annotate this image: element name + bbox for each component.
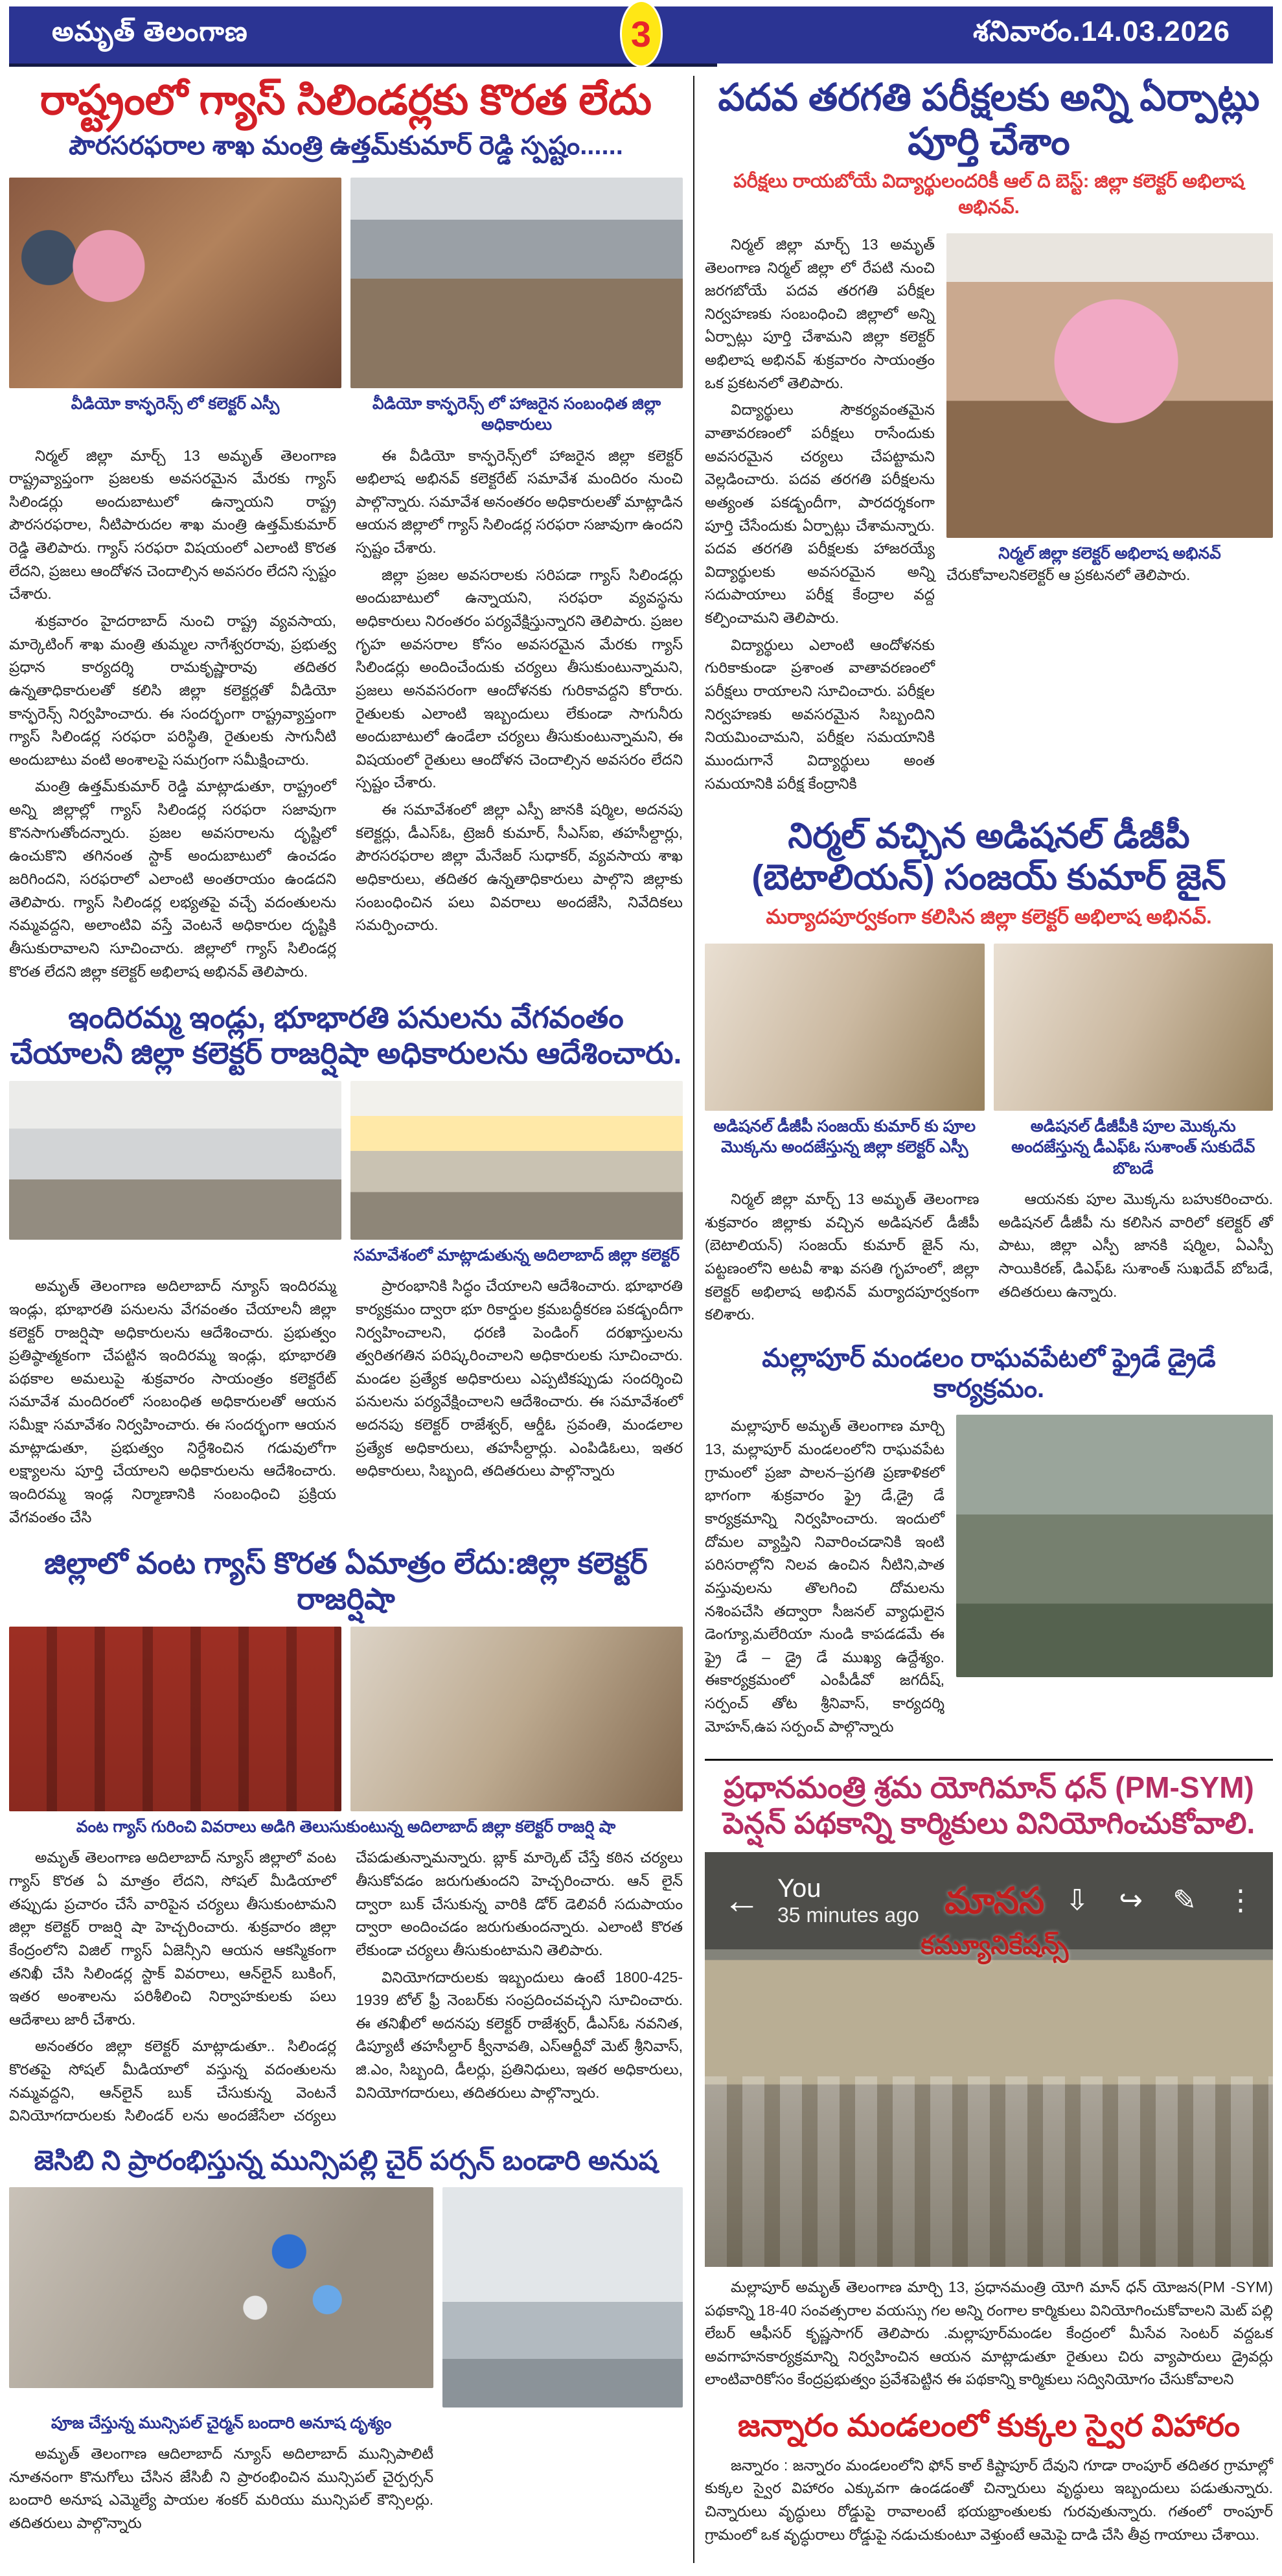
body-paragraph: వినియోగదారులకు ఇబ్బందులు ఉంటే 1800-425-1939 టోల్ ఫ్రీ నెంబర్‌కు సంప్రదించవచ్చని సూచించారు. ఈ తనిఖీలో అదనపు కలెక్టర్ రాజేశ్వర్, డీఎస్ఓ నవనిత, డిప్యూటీ తహసీల్దార్ క్వీనావతి, ఎస్ఆర్టీవో మెట్ శ్రీనివాస్, జి.ఎం, సిబ్బంది, డీలర్లు, ప్రతినిధులు, ఇతర అధికారులు, వినియోగదారులు, తదితరులు పాల్గొన్నారు. bbox=[356, 1968, 683, 2101]
photo-dfo-presenting-plant bbox=[994, 944, 1274, 1111]
caption-spacer bbox=[9, 1245, 341, 1266]
body-paragraph: నిర్మల్ జిల్లా మార్చ్ 13 అమృత్ తెలంగాణ శుక్రవారం జిల్లాకు వచ్చిన అడిషనల్ డీజీపీ (బెటాలియన్) సంజయ్ కుమార్ జైన్ ను, పట్టణంలోని అటవీ శాఖ వసతి గృహంలో, జిల్లా కలెక్టర్ అభిలాష అభినవ్ మర్యాదపూర్వకంగా కలిశారు. bbox=[705, 1190, 979, 1323]
group-of-people bbox=[705, 2076, 1273, 2267]
article-headline: మల్లాపూర్ మండలం రాఘవపేటలో ఫ్రైడే డ్రైడే కార్యక్రమం. bbox=[762, 1344, 1216, 1404]
body-paragraph: జన్నారం : జన్నారం మండలంలోని ఫోన్ కాల్ కిష్టాపూర్ దేవుని గూడా రాంపూర్ తదితర గ్రామాల్లో కుక్కల స్వైర విహారం ఎక్కువగా ఉండడంతో చిన్నారులు వృద్ధులు ఇబ్బందులు పడుతున్నారు. చిన్నారులు వృద్ధులు రోడ్డుపై రావాలంటే భయభ్రాంతులకు గురవుతున్నారు. గతంలో రాంపూర్ గ్రామంలో ఒక వృద్ధురాలు రోడ్డుపై నడుచుకుంటూ వెళ్తుంటే ఆమెపై దాడి చేసి తీవ్ర గాయాలు చేశాయి. bbox=[705, 2456, 1273, 2543]
photo-row bbox=[9, 178, 683, 388]
body-paragraph: మల్లాపూర్ అమృత్ తెలంగాణ మార్చి 13, ప్రధానమంత్రి యోగి మాన్ ధన్ యోజన(PM -SYM) పథకాన్ని 18-40 సంవత్సరాల వయస్సు గల అన్ని రంగాల కార్మికులు వినియోగించుకోవాలని మెట్ పల్లి లేబర్ ఆఫీసర్ కృష్ణసాగర్ తెలిపారు .మల్లాపూర్‌మండల కేంద్రంలో మీసేవ సెంటర్ వద్దఒక అవగాహనకార్యక్రమాన్ని నిర్వహించిన ఆయన మాట్లాడుతూ రైతులు చిరు వ్యాపారులు డ్రైవర్లు లాంటివారికోసం కేంద్రప్రభుత్వం ప్రవేశపెట్టిన ఈ పథకాన్ని కార్మికులు సద్వినియోగం చేసుకోవాలని bbox=[705, 2278, 1273, 2388]
body-paragraph: మల్లాపూర్ అమృత్ తెలంగాణ మార్చి 13, మల్లాపూర్ మండలంలోని రాఘవపేట గ్రామంలో ప్రజా పాలన–ప్రగతి ప్రణాళికలో భాగంగా శుక్రవారం ఫ్రై డే,డ్రై డే కార్యక్రమాన్ని నిర్వహించారు. ఇందులో దోమల వ్యాప్తిని నివారించడానికి ఇంటి పరిసరాల్లోని నిలవ ఉంచిన నీటిని,పాత వస్తువులను తొలగించి దోమలను నశింపచేసి తద్వారా సీజనల్ వ్యాధులైన డెంగ్యూ,మలేరియా నుండి కాపడడమే ఈ ఫ్రై డే – డ్రై డే ముఖ్య ఉద్దేశ్యం. ఈకార్యక్రమంలో ఎంపీడీవో జగదీష్, సర్పంచ్ తోట శ్రీనివాస్, కార్యదర్శి మోహన్,ఉప సర్పంచ్ పాల్గొన్నారు bbox=[705, 1417, 944, 1735]
download-icon: ⇩ bbox=[1065, 1885, 1090, 1917]
photo-awareness-program-viewer bbox=[705, 1852, 1273, 2267]
article-headline: రాష్ట్రంలో గ్యాస్ సిలిండర్లకు కొరత లేదు bbox=[40, 76, 652, 123]
article-headline: ఇందిరమ్మ ఇండ్లు, భూభారతి పనులను వేగవంతం చేయాలనీ జిల్లా కలెక్టర్ రాజర్షిషా అధికారులను ఆదేశించారు. bbox=[10, 1001, 682, 1070]
photo-collector-gas-agency-inspection bbox=[350, 1627, 683, 1811]
masthead-bar bbox=[9, 6, 1273, 64]
photo-collector-presenting-plant bbox=[705, 944, 985, 1111]
page-number-badge bbox=[620, 0, 663, 67]
article-body bbox=[705, 2454, 1273, 2547]
photo-review-meeting-hall bbox=[9, 1081, 341, 1240]
article-body bbox=[705, 1188, 1273, 1327]
photo-caption: వంట గ్యాస్ గురించి వివరాలు అడిగి తెలుసుకుంటున్న అదిలాబాద్ జిల్లా కలెక్టర్ రాజర్షి షా bbox=[76, 1817, 616, 1836]
article-stray-dogs bbox=[705, 2408, 1273, 2546]
body-paragraph: అమృత్ తెలంగాణ అదిలాబాద్ న్యూస్ ఇందిరమ్మ ఇండ్లు, భూభారతి పనులను వేగవంతం చేయాలనీ జిల్లా కలెక్టర్ రాజర్షిషా అధికారులను ఆదేశించారు. ప్రభుత్వం ప్రతిష్ఠాత్మకంగా చేపట్టిన ఇందిరమ్మ ఇండ్లు, భూభారతి పథకాల అమలుపై శుక్రవారం సాయంత్రం కలెక్టరేట్ సమావేశ మందిరంలో సంబంధిత అధికారులతో ఆయన సమీక్షా సమావేశం నిర్వహించారు. ఈ సందర్భంగా ఆయన మాట్లాడుతూ, ప్రభుత్వం నిర్దేశించిన గడువులోగా లక్ష్యాలను పూర్తి చేయాలని అధికారులను ఆదేశించారు. ఇందిరమ్మ ఇండ్ల నిర్మాణానికి సంబంధించి ప్రక్రియ వేగవంతం చేసి bbox=[9, 1277, 336, 1526]
article-layout bbox=[705, 233, 1273, 799]
body-paragraph: శుక్రవారం హైదరాబాద్ నుంచి రాష్ట్ర వ్యవసాయ, మార్కెటింగ్ శాఖ మంత్రి తుమ్మల నాగేశ్వరరావు, ప్రభుత్వ ప్రధాన కార్యదర్శి రామకృష్ణారావు తదితర ఉన్నతాధికారులతో కలిసి జిల్లా కలెక్టర్లతో వీడియో కాన్ఫరెన్స్ నిర్వహించారు. ఈ సందర్భంగా రాష్ట్రవ్యాప్తంగా గ్యాస్ సిలిండర్ల సరఫరా పరిస్థితి, రైతులకు సాగునీటి అందుబాటు వంటి అంశాలపై సమగ్రంగా సమీక్షించారు. bbox=[9, 612, 336, 768]
left-column bbox=[9, 76, 693, 2563]
photo-video-conference-officials bbox=[350, 178, 683, 388]
article-jcb-launch bbox=[9, 2144, 683, 2535]
body-paragraph: నిర్మల్ జిల్లా మార్చ్ 13 అమృత్ తెలంగాణ నిర్మల్ జిల్లా లో రేపటి నుంచి జరగబోయే పదవ తరగతి పరీక్షల నిర్వహణకు సంబంధించి జిల్లాలో అన్ని ఏర్పాట్లు పూర్తి చేశామని జిల్లా కలెక్టర్ అభిలాష అభినవ్ శుక్రవారం సాయంత్రం ఒక ప్రకటనలో తెలిపారు. bbox=[705, 235, 935, 391]
photo-caption: వీడియో కాన్ఫరెన్స్ లో హాజరైన సంబంధిత జిల్లా అధికారులు bbox=[372, 394, 661, 434]
article-layout bbox=[705, 1415, 1273, 1742]
body-paragraph: ఆయనకు పూల మొక్కను బహుకరించారు. అడిషనల్ డీజీపీ ను కలిసిన వారిలో కలెక్టర్ తో పాటు, జిల్లా ఎస్పీ జానకి షర్మిల, ఏఎస్పీ సాయికిరణ్, డిఎఫ్ఓ సుశాంత్ సుఖదేవ్ బోబడే, తదితరులు ఉన్నారు. bbox=[998, 1190, 1273, 1300]
article-gas-state bbox=[9, 76, 683, 983]
photo-row bbox=[9, 2187, 683, 2408]
body-tail-line: చేరుకోవాలనికలెక్టర్ ఆ ప్రకటనలో తెలిపారు. bbox=[946, 566, 1191, 584]
page-number: 3 bbox=[630, 13, 652, 54]
caption-row bbox=[9, 1245, 683, 1266]
body-paragraph: ఈ సమావేశంలో జిల్లా ఎస్పీ జానకి షర్మిల, అదనపు కలెక్టర్లు, డీఎస్ఓ, ట్రెజరీ కుమార్, సీఎస్ఐ, తహసీల్దార్లు, పౌరసరఫరాల జిల్లా మేనేజర్ సుధాకర్, వ్యవసాయ శాఖ అధికారులు, తదితర ఉన్నతాధికారులు పాల్గొని జిల్లాకు సంబంధించిన పలు వివరాలు అందజేసి, నివేదికలు సమర్పించారు. bbox=[356, 801, 683, 934]
page-content bbox=[9, 67, 1273, 2563]
article-headline: నిర్మల్ వచ్చిన అడిషనల్ డీజీపీ (బెటాలియన్) సంజయ్ కుమార్ జైన్ bbox=[751, 817, 1226, 897]
article-headline: జెసిబి ని ప్రారంభిస్తున్న మున్సిపల్లి చైర్ పర్సన్ బండారి అనుష bbox=[34, 2145, 658, 2176]
body-paragraph: జిల్లా ప్రజల అవసరాలకు సరిపడా గ్యాస్ సిలిండర్లు అందుబాటులో ఉన్నాయని, సరఫరా వ్యవస్థను అధికారులు నిరంతరం పర్యవేక్షిస్తున్నారని తెలిపారు. ప్రజల గృహ అవసరాల కోసం అవసరమైన మేరకు గ్యాస్ సిలిండర్లు అందించేందుకు చర్యలు తీసుకుంటున్నామని, ప్రజలు అనవసరంగా ఆందోళనకు గురికావద్దని కోరారు. రైతులకు ఎలాంటి ఇబ్బందులు లేకుండా సాగునీరు అందుబాటులో ఉండేలా చర్యలు తీసుకుంటున్నామని, ఈ విషయంలో రైతులు ఆందోళన చెందాల్సిన అవసరం లేదని స్పష్టం చేశారు. bbox=[356, 566, 683, 791]
article-headline: జన్నారం మండలంలో కుక్కల స్వైర విహారం bbox=[737, 2409, 1241, 2444]
photo-gas-cylinders-yard bbox=[9, 1627, 341, 1811]
article-body bbox=[9, 1846, 683, 2128]
article-body bbox=[9, 1275, 683, 1529]
article-subhead: మర్యాదపూర్వకంగా కలిసిన జిల్లా కలెక్టర్ అభిలాష అభినవ్. bbox=[766, 905, 1212, 928]
photo-caption: అడిషనల్ డీజీపీ సంజయ్ కుమార్ కు పూల మొక్కను అందజేస్తున్న జిల్లా కలెక్టర్ ఎస్పీ bbox=[713, 1117, 976, 1157]
caption-spacer bbox=[442, 2413, 683, 2434]
body-paragraph: అనంతరం జిల్లా కలెక్టర్ మాట్లాడుతూ.. సిలిండర్ల కొరతపై సోషల్ మీడియాలో వస్తున్న వదంతులను నమ్మవద్దని, ఆన్‌లైన్ బుక్ చేసుకున్న వెంటనే వినియోగదారులకు సిలిండర్ లను అందజేసేలా చర్యలు చేపడుతున్నామన్నారు. బ్లాక్ మార్కెట్ చేస్తే కఠిన చర్యలు తీసుకోవడం జరుగుతుందని హెచ్చరించారు. ఆన్ లైన్ ద్వారా బుక్ చేసుకున్న వారికి డోర్ డెలివరీ సదుపాయం ద్వారా అందించడం జరుగుతుందన్నారు. ఎలాంటి కొరత లేకుండా చర్యలు తీసుకుంటామని తెలిపారు. bbox=[9, 1849, 683, 2124]
body-paragraph: ఈ వీడియో కాన్ఫరెన్స్‌లో హాజరైన జిల్లా కలెక్టర్ అభిలాష అభినవ్ కలెక్టరేట్ సమావేశ మందిరం నుంచి పాల్గొన్నారు. సమావేశ అనంతరం అధికారులతో మాట్లాడిన ఆయన జిల్లాలో గ్యాస్ సిలిండర్ల సరఫరా సజావుగా ఉందని స్పష్టం చేశారు. bbox=[356, 447, 683, 557]
body-paragraph: నిర్మల్ జిల్లా మార్చ్ 13 అమృత్ తెలంగాణ రాష్ట్రవ్యాప్తంగా ప్రజలకు అవసరమైన మేరకు గ్యాస్ సిలిండర్లు అందుబాటులో ఉన్నాయని రాష్ట్ర పౌరసరఫరాల, నీటిపారుదల శాఖ మంత్రి ఉత్తమ్‌కుమార్ రెడ్డి తెలిపారు. గ్యాస్ సరఫరా విషయంలో ఎలాంటి కొరత లేదని, ప్రజలు ఆందోళన చెందాల్సిన అవసరం లేదని స్పష్టం చేశారు. bbox=[9, 447, 336, 603]
article-headline: ప్రధానమంత్రి శ్రమ యోగిమాన్ ధన్ (PM-SYM) పెన్షన్ పథకాన్ని కార్మికులు వినియోగించుకోవాలి. bbox=[722, 1770, 1255, 1840]
article-body bbox=[705, 1415, 944, 1742]
masthead-title: అమృత్ తెలంగాణ bbox=[52, 16, 248, 47]
signboard-line: కమ్యూనికేషన్స్ bbox=[921, 1931, 1069, 1960]
article-headline: జిల్లాలో వంట గ్యాస్ కొరత ఏమాత్రం లేదు:జిల్లా కలెక్టర్ రాజర్షిషా bbox=[44, 1546, 648, 1616]
photo-dryday-banner-outdoors bbox=[956, 1415, 1273, 1677]
shop-signboard bbox=[892, 1879, 1097, 1967]
photo-row bbox=[9, 1081, 683, 1240]
photo-caption: పూజ చేస్తున్న మున్సిపల్ చైర్మన్ బందారి అనూష దృశ్యం bbox=[51, 2413, 392, 2432]
article-body bbox=[705, 2276, 1273, 2391]
photo-caption: వీడియో కాన్ఫరెన్స్ లో కలెక్టర్ ఎస్పీ bbox=[71, 394, 280, 413]
photo-caption: అడిషనల్ డీజీపీకి పూల మొక్కను అందజేస్తున్న డీఎఫ్ఓ సుశాంత్ సుకుదేవ్ బొబడే bbox=[1011, 1117, 1255, 1178]
photo-caption: సమావేశంలో మాట్లాడుతున్న అదిలాబాద్ జిల్లా కలెక్టర్ bbox=[353, 1246, 680, 1264]
body-paragraph: విద్యార్థులు ఎలాంటి ఆందోళనకు గురికాకుండా ప్రశాంత వాతావరణంలో పరీక్షలు రాయాలని సూచించారు. పరీక్షల నిర్వహణకు అవసరమైన సిబ్బందిని నియమించామని, పరీక్షల సమయానికి ముందుగానే విద్యార్థులు అంత సమయానికి పరీక్ష కేంద్రానికి bbox=[705, 636, 935, 792]
caption-row bbox=[9, 2413, 683, 2434]
more-vert-icon: ⋮ bbox=[1226, 1885, 1255, 1917]
photo-row bbox=[9, 1627, 683, 1811]
article-subhead: పరీక్షలు రాయబోయే విద్యార్థులందరికీ ఆల్ ది బెస్ట్: జిల్లా కలెక్టర్ అభిలాష అభినవ్. bbox=[733, 170, 1244, 218]
edit-icon: ✎ bbox=[1173, 1885, 1196, 1917]
body-paragraph: మంత్రి ఉత్తమ్‌కుమార్ రెడ్డి మాట్లాడుతూ, రాష్ట్రంలో అన్ని జిల్లాల్లో గ్యాస్ సిలిండర్ల సరఫరా సజావుగా కొనసాగుతోందన్నారు. ప్రజల అవసరాలను దృష్టిలో ఉంచుకొని తగినంత స్టాక్ అందుబాటులో ఉంచడం జరిగిందని, సరఫరాలో ఎలాంటి అంతరాయం ఉండదని తెలిపారు. గ్యాస్ సిలిండర్ల లభ్యతపై వచ్చే వదంతులను నమ్మవద్దని, అలాంటివి వస్తే వెంటనే అధికారుల దృష్టికి తీసుకురావాలని సూచించారు. జిల్లాలో గ్యాస్ సిలిండర్ల కొరత లేదని జిల్లా కలెక్టర్ అభిలాష అభినవ్ తెలిపారు. bbox=[9, 778, 336, 980]
right-column bbox=[693, 76, 1273, 2563]
edition-date: శనివారం.14.03.2026 bbox=[972, 15, 1230, 47]
caption-row bbox=[9, 1816, 683, 1838]
article-pm-sym bbox=[705, 1759, 1273, 2391]
article-body bbox=[9, 2443, 433, 2535]
article-cooking-gas bbox=[9, 1546, 683, 2128]
photo-collector-portrait-desk bbox=[946, 233, 1273, 538]
photo-pooja-ceremony-balloons bbox=[9, 2187, 433, 2388]
caption-row bbox=[9, 393, 683, 435]
sender-name: You bbox=[777, 1874, 821, 1903]
forward-icon: ↪ bbox=[1119, 1885, 1143, 1917]
body-paragraph: అమృత్ తెలంగాణ ఆదిలాబాద్ న్యూస్ అదిలాబాద్ మున్సిపాలిటీ నూతనంగా కొనుగోలు చేసిన జేసిబీ ని ప్రారంభించిన మున్సిపల్ చైర్పర్సన్ బందారి అనూష ఎమ్మెల్యే పాయల శంకర్ మరియు మున్సిపల్ కౌన్సిలర్లు. తదితరులు పాల్గొన్నారు bbox=[9, 2445, 434, 2532]
article-indiramma-review bbox=[9, 1000, 683, 1529]
article-adgp-visit bbox=[705, 816, 1273, 1327]
photo-caption: నిర్మల్ జిల్లా కలెక్టర్ అభిలాష అభినవ్ bbox=[998, 544, 1221, 563]
photo-stack bbox=[956, 1415, 1273, 1742]
photo-row bbox=[705, 944, 1273, 1111]
article-headline: పదవ తరగతి పరీక్షలకు అన్ని ఏర్పాట్లు పూర్తి చేశాం bbox=[718, 76, 1260, 163]
body-paragraph: విద్యార్థులు సౌకర్యవంతమైన వాతావరణంలో పరీక్షలు రాసేందుకు అవసరమైన చర్యలు చేపట్టామని వెల్లడించారు. పదవ తరగతి పరీక్షలను అత్యంత పకడ్బందీగా, పారదర్శకంగా పూర్తి చేసేందుకు ఏర్పాట్లు చేశామన్నారు. పదవ తరగతి పరీక్షలకు హాజరయ్యే విద్యార్థులకు అవసరమైన అన్ని సదుపాయాలు పరీక్ష కేంద్రాల వద్ద కల్పించామని తెలిపారు. bbox=[705, 401, 935, 627]
caption-row bbox=[705, 1116, 1273, 1179]
article-tenth-exams bbox=[705, 76, 1273, 799]
back-arrow-icon: ← bbox=[723, 1879, 761, 1922]
signboard-line: మానస bbox=[944, 1879, 1045, 1921]
article-body bbox=[9, 445, 683, 984]
body-paragraph: ప్రారంభానికి సిద్ధం చేయాలని ఆదేశించారు. భూభారతి కార్యక్రమం ద్వారా భూ రికార్డుల క్రమబద్ధీకరణ పకడ్బందీగా నిర్వహించాలని, ధరణి పెండింగ్ దరఖాస్తులను త్వరితగతిన పరిష్కరించాలని అధికారులకు సూచించారు. మండల ప్రత్యేక అధికారులు ఎప్పటికప్పుడు సందర్శించి పనులను పర్యవేక్షించాలని ఆదేశించారు. ఈ సమావేశంలో అదనపు కలెక్టర్ రాజేశ్వర్, ఆర్డీఓ స్రవంతి, మండలాల ప్రత్యేక అధికారులు, తహసీల్దార్లు. ఎంపిడిఓలు, ఇతర అధికారులు, సిబ్బంది, తదితరులు పాల్గొన్నారు bbox=[356, 1277, 683, 1479]
timestamp: 35 minutes ago bbox=[777, 1903, 919, 1927]
body-paragraph: అమృత్ తెలంగాణ అదిలాబాద్ న్యూస్ జిల్లాలో వంట గ్యాస్ కొరత ఏ మాత్రం లేదని, సోషల్ మీడియాలో తప్పుడు ప్రచారం చేసే వారిపైన చర్యలు తీసుకుంటామని జిల్లా కలెక్టర్ రాజర్షి షా హెచ్చరించారు. శుక్రవారం జిల్లా కేంద్రంలోని విజిల్ గ్యాస్ ఏజెన్సీని ఆయన ఆకస్మికంగా తనిఖీ చేసి సిలిండర్ల స్టాక్ వివరాలు, ఆన్‌లైన్ బుకింగ్, ఇతర అంశాలను పరిశీలించి నిర్వాహకులకు పలు ఆదేశాలు జారీ చేశారు. bbox=[9, 1849, 336, 2028]
photo-stack bbox=[946, 233, 1273, 799]
article-subhead: పౌరసరఫరాల శాఖ మంత్రి ఉత్తమ్‌కుమార్ రెడ్డి స్పష్టం...... bbox=[69, 131, 623, 160]
photo-municipal-building-jcb bbox=[442, 2187, 683, 2408]
article-friday-dryday bbox=[705, 1343, 1273, 1742]
photo-collector-speaking-census-banner bbox=[350, 1081, 683, 1240]
photo-video-conference-collector-sp bbox=[9, 178, 341, 388]
article-body bbox=[705, 233, 935, 799]
